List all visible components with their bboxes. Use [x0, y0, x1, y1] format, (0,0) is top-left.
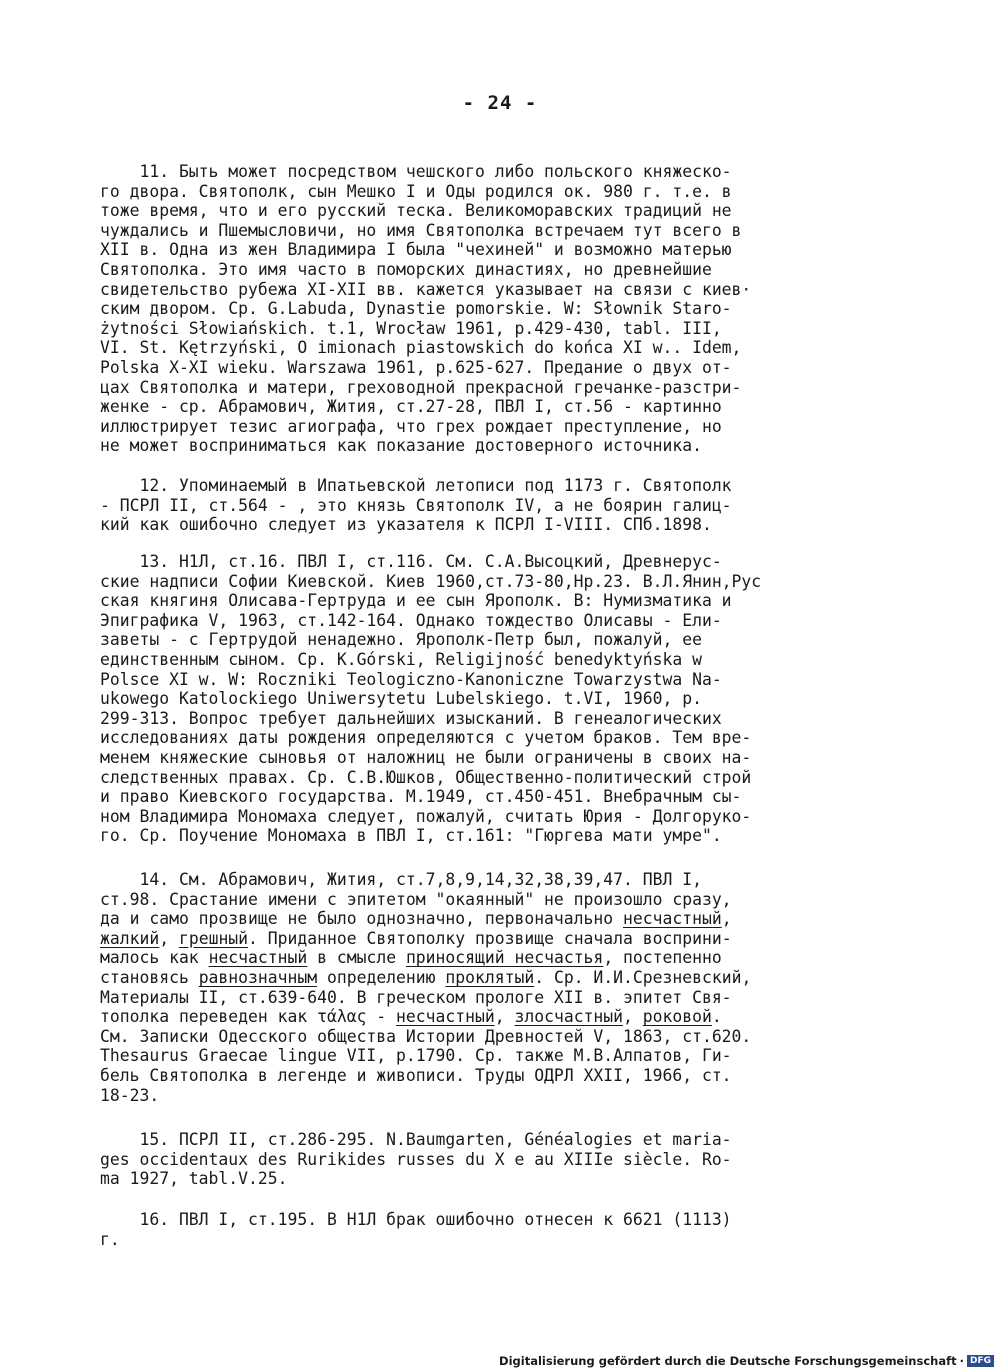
text-line: Материалы II, ст.639-640. В греческом прологе XII в. эпитет Свя-	[100, 987, 732, 1007]
text-line: ukowego Katolockiego Uniwersytetu Lubelskiego. t.VI, 1960, p.	[100, 689, 702, 709]
text-line: 14. См. Абрамович, Жития, ст.7,8,9,14,32,38,39,47. ПВЛ I,	[100, 870, 702, 889]
footnote-16	[100, 1210, 890, 1249]
text-line: иллюстрирует тезис агиографа, что грех рождает преступление, но	[100, 416, 722, 436]
text-line: малось как несчастный в смысле приносящий несчастья, постепенно	[100, 948, 722, 968]
text-line: жалкий, грешный. Приданное Святополку прозвище сначала восприни-	[100, 928, 732, 948]
text-line: ст.98. Срастание имени с эпитетом "окаянный" не произошло сразу,	[100, 889, 732, 909]
footer-text: Digitalisierung gefördert durch die Deutsche Forschungsgemeinschaft	[499, 1354, 957, 1368]
text-line: Святополка. Это имя часто в поморских династиях, но древнейшие	[100, 259, 712, 279]
text-line: Thesaurus Graecae lingue VII, p.1790. Ср. также М.В.Алпатов, Ги-	[100, 1046, 732, 1066]
text-line: чуждались и Пшемысловичи, но имя Святополка встречаем тут всего в	[100, 220, 742, 240]
text-line: свидетельство рубежа XI-XII вв. кажется указывает на связи с киев·	[100, 279, 752, 299]
text-line: Polska X-XI wieku. Warszawa 1961, p.625-627. Предание о двух от-	[100, 357, 732, 377]
dfg-logo: DFG	[967, 1355, 994, 1367]
footnote-13	[100, 552, 890, 846]
footnote-14	[100, 870, 890, 1105]
text-line: становясь равнозначным определению проклятый. Ср. И.И.Срезневский,	[100, 967, 752, 987]
text-line: и право Киевского государства. М.1949, ст.450-451. Внебрачным сы-	[100, 787, 742, 807]
text-line: 16. ПВЛ I, ст.195. В Н1Л брак ошибочно отнесен к 6621 (1113)	[100, 1210, 732, 1229]
text-line: тополка переведен как τάλας - несчастный, злосчастный, роковой.	[100, 1007, 722, 1027]
footnote-11	[100, 162, 890, 456]
text-line: го. Ср. Поучение Мономаха в ПВЛ I, ст.161: "Гюргева мати умре".	[100, 826, 722, 846]
text-line: Polsce XI w. W: Roczniki Teologiczno-Kanoniczne Towarzystwa Na-	[100, 669, 722, 689]
text-line: 18-23.	[100, 1085, 160, 1105]
text-line: го двора. Святополк, сын Мешко I и Оды родился ок. 980 г. т.е. в	[100, 181, 732, 201]
text-line: 12. Упоминаемый в Ипатьевской летописи под 1173 г. Святополк	[100, 476, 732, 495]
text-line: да и само прозвище не было однозначно, первоначально несчастный,	[100, 909, 732, 929]
text-line: ges occidentaux des Rurikides russes du X e au XIIIe siècle. Ro-	[100, 1149, 732, 1169]
text-line: женке - ср. Абрамович, Жития, ст.27-28, ПВЛ I, ст.56 - картинно	[100, 397, 722, 417]
text-line: Эпиграфика V, 1963, ст.142-164. Однако тождество Олисавы - Ели-	[100, 610, 722, 630]
page-number: - 24 -	[462, 92, 538, 114]
text-line: 13. Н1Л, ст.16. ПВЛ I, ст.116. См. С.А.Высоцкий, Древнерус-	[100, 552, 722, 571]
text-line: VI. St. Kętrzyński, O imionach piastowskich do końca XI w.. Idem,	[100, 338, 742, 358]
text-line: ская княгиня Олисава-Гертруда и ее сын Ярополк. В: Нумизматика и	[100, 591, 732, 611]
funding-footer: Digitalisierung gefördert durch die Deutsche Forschungsgemeinschaft · DFG	[499, 1354, 994, 1368]
text-line: 299-313. Вопрос требует дальнейших изысканий. В генеалогических	[100, 708, 722, 728]
text-line: - ПСРЛ II, ст.564 - , это князь Святополк IV, а не боярин галиц-	[100, 495, 732, 515]
text-line: ma 1927, tabl.V.25.	[100, 1169, 288, 1189]
text-line: żytności Słowiańskich. t.1, Wrocław 1961, p.429-430, tabl. III,	[100, 318, 722, 338]
text-line: ским двором. Ср. G.Labuda, Dynastie pomorskie. W: Słownik Staro-	[100, 299, 732, 319]
text-line: цах Святополка и матери, греховодной прекрасной гречанке-разстри-	[100, 377, 742, 397]
footnote-15	[100, 1130, 890, 1189]
text-line: См. Записки Одесского общества Истории Древностей V, 1863, ст.620.	[100, 1026, 752, 1046]
text-line: кий как ошибочно следует из указателя к ПСРЛ I-VIII. СПб.1898.	[100, 515, 712, 535]
text-line: XII в. Одна из жен Владимира I была "чехиней" и возможно матерью	[100, 240, 732, 260]
text-line: бель Святополка в легенде и живописи. Труды ОДРЛ XXII, 1966, ст.	[100, 1065, 732, 1085]
text-line: единственным сыном. Ср. K.Górski, Religijność benedyktyńska w	[100, 649, 702, 669]
footnote-12	[100, 476, 890, 535]
text-line: ном Владимира Мономаха следует, пожалуй, считать Юрия - Долгоруко-	[100, 806, 752, 826]
text-line: 11. Быть может посредством чешского либо польского княжеско-	[100, 162, 732, 181]
text-line: 15. ПСРЛ II, ст.286-295. N.Baumgarten, Généalogies et maria-	[100, 1130, 732, 1149]
text-line: менем княжеские сыновья от наложниц не были ограничены в своих на-	[100, 747, 752, 767]
text-line: ские надписи Софии Киевской. Киев 1960,ст.73-80,Нр.23. В.Л.Янин,Рус	[100, 571, 762, 591]
text-line: не может восприниматься как показание достоверного источника.	[100, 436, 702, 456]
text-line: исследованиях даты рождения определяются с учетом браков. Тем вре-	[100, 728, 752, 748]
text-line: тоже время, что и его русский теска. Великоморавских традиций не	[100, 201, 732, 221]
text-line: следственных правах. Ср. С.В.Юшков, Общественно-политический строй	[100, 767, 752, 787]
text-line: г.	[100, 1229, 120, 1249]
text-line: заветы - с Гертрудой ненадежно. Ярополк-Петр был, пожалуй, ее	[100, 630, 702, 650]
